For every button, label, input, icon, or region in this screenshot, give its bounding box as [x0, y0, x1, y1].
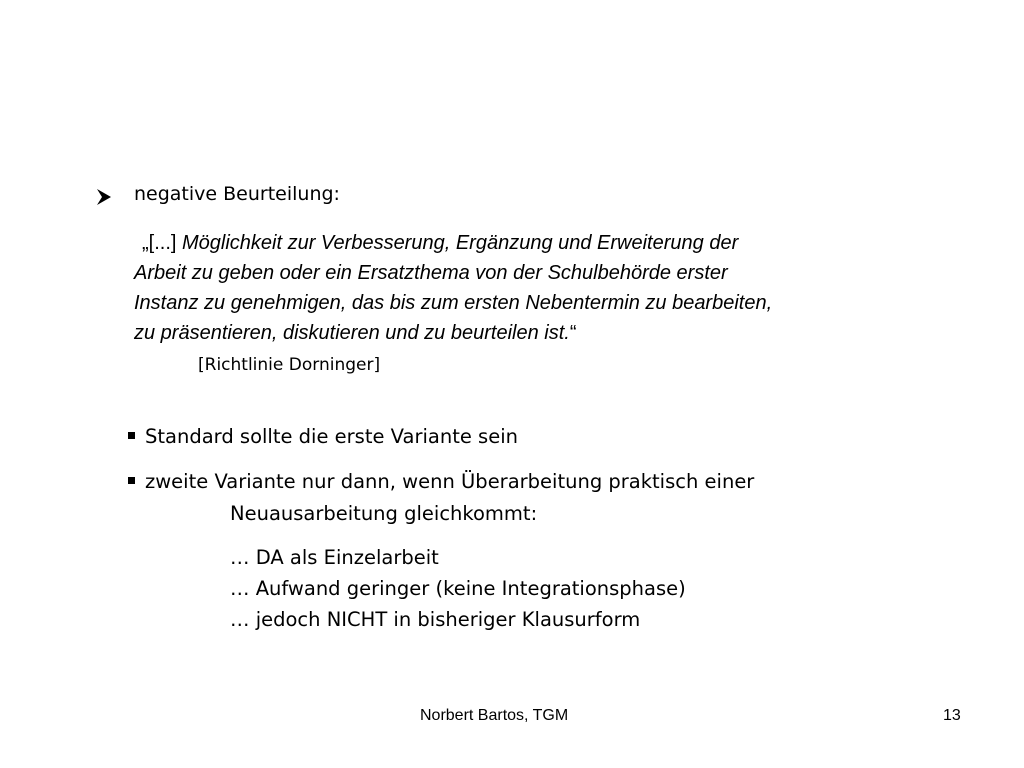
quote-line-3 [134, 288, 772, 318]
arrow-bullet-icon [96, 188, 112, 206]
sub-item-1: … DA als Einzelarbeit [230, 546, 439, 569]
bullet-text-1: Standard sollte die erste Variante sein [145, 425, 518, 448]
footer-author: Norbert Bartos, TGM [420, 707, 569, 724]
bullet-item-2 [128, 470, 754, 493]
quote-text-3: Instanz zu genehmigen, das bis zum ersten Nebentermin zu bearbeiten, [134, 292, 773, 314]
bullet-text-2: zweite Variante nur dann, wenn Überarbeitung praktisch einer [145, 470, 755, 493]
square-bullet-icon [128, 432, 135, 439]
quote-text-4: zu präsentieren, diskutieren und zu beurteilen ist. [134, 322, 570, 344]
sub-item-2: … Aufwand geringer (keine Integrationsphase) [230, 577, 686, 600]
quote-line-4 [134, 318, 576, 348]
quote-source: [Richtlinie Dorninger] [198, 355, 381, 375]
quote-text-2: Arbeit zu geben oder ein Ersatzthema von der Schulbehörde erster [134, 262, 728, 284]
quote-close-mark: “ [569, 322, 577, 344]
sub-item-3: … jedoch NICHT in bisheriger Klausurform [230, 608, 641, 631]
quote-open-mark: „[...] [142, 232, 182, 254]
page-number: 13 [943, 707, 961, 724]
quote-text-1: Möglichkeit zur Verbesserung, Ergänzung und Erweiterung der [182, 232, 739, 254]
quote-line-1 [142, 228, 738, 258]
square-bullet-icon [128, 477, 135, 484]
bullet-item-1 [128, 425, 518, 448]
bullet-heading: negative Beurteilung: [134, 183, 340, 205]
bullet-text-2-continuation: Neuausarbeitung gleichkommt: [230, 502, 538, 525]
quote-line-2 [134, 258, 728, 288]
